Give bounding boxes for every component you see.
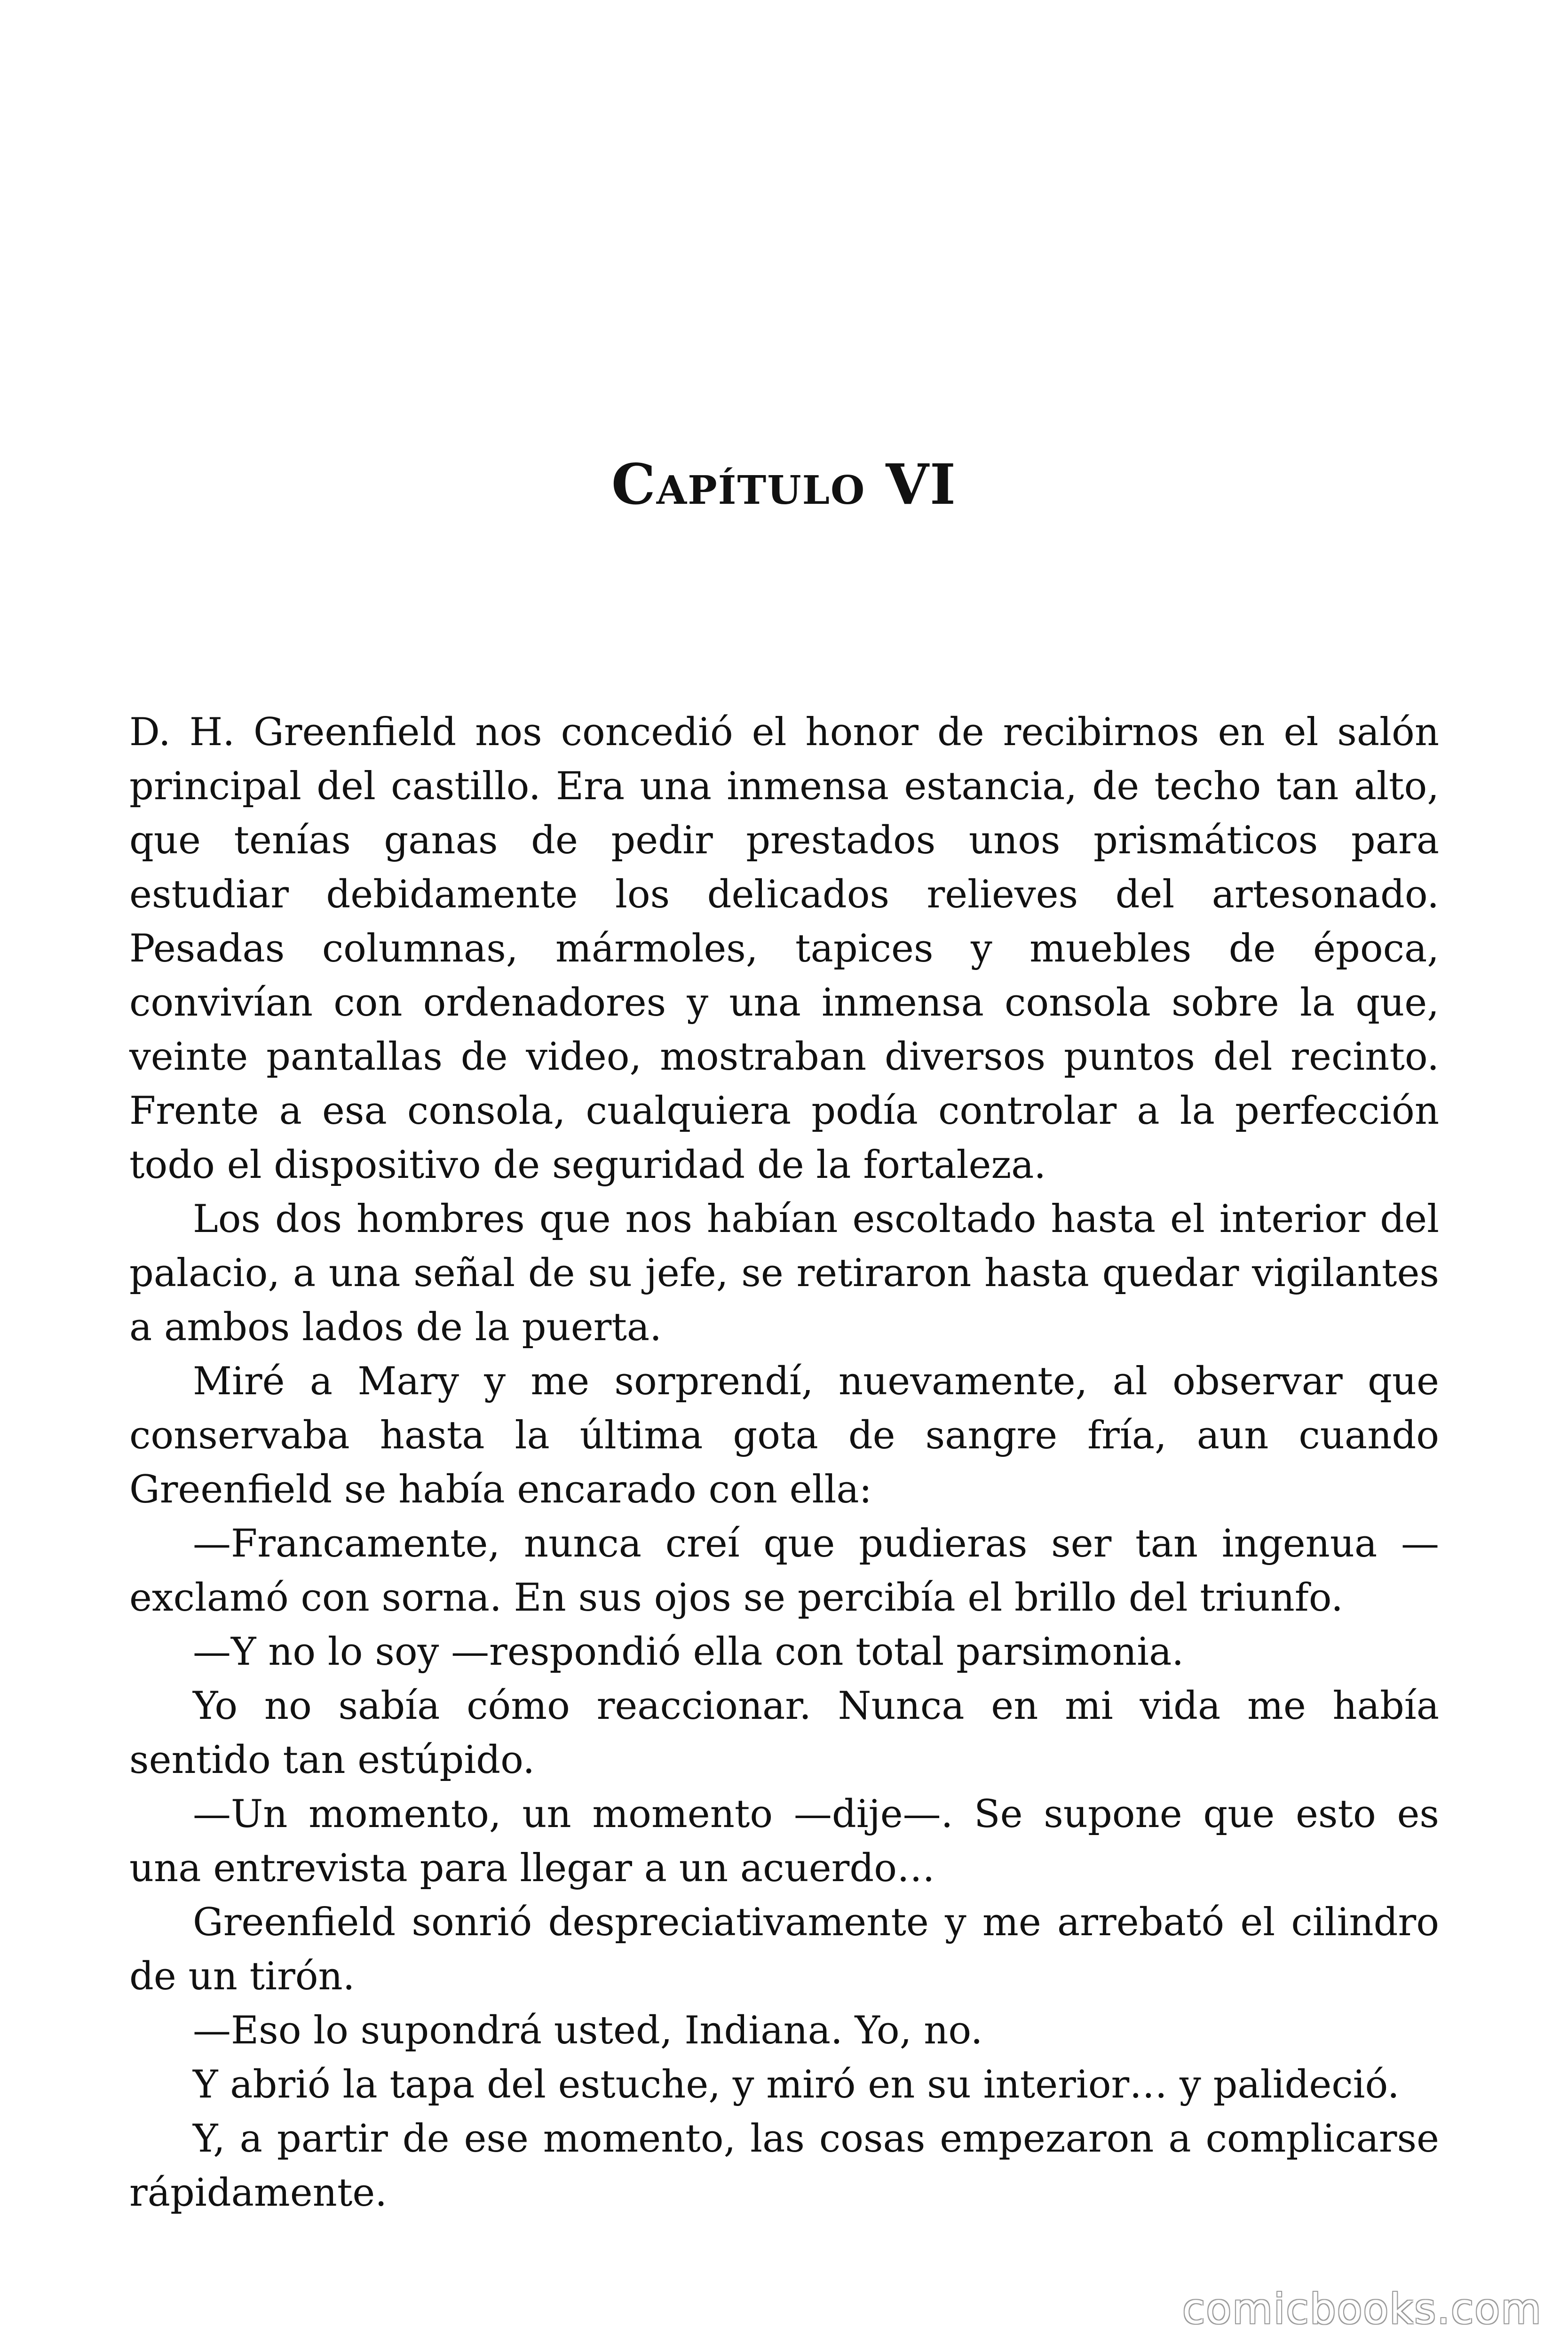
- paragraph: Y, a partir de ese momento, las cosas empezaron a complicarse rápidamente.: [129, 2117, 1439, 2215]
- paragraph: Los dos hombres que nos habían escoltado hasta el interior del palacio, a una señal de su jefe, se retiraron hasta quedar vigilantes a ambos lados de la puerta.: [129, 1197, 1439, 1350]
- paragraph: Miré a Mary y me sorprendí, nuevamente, al observar que conservaba hasta la última gota de sangre fría, aun cuando Greenfield se había encarado con ella:: [129, 1359, 1439, 1512]
- paragraph: Y abrió la tapa del estuche, y miró en su interior… y palideció.: [193, 2063, 1400, 2107]
- paragraph: Greenfield sonrió despreciativamente y me arrebató el cilindro de un tirón.: [129, 1900, 1439, 1999]
- paragraph: —Eso lo supondrá usted, Indiana. Yo, no.: [193, 2009, 983, 2053]
- chapter-body: [129, 706, 1439, 2220]
- watermark: comicbooks.com: [1182, 2285, 1542, 2333]
- paragraph: —Francamente, nunca creí que pudieras ser tan ingenua — exclamó con sorna. En sus ojos se percibía el brillo del triunfo.: [129, 1522, 1439, 1620]
- paragraph: Yo no sabía cómo reaccionar. Nunca en mi vida me había sentido tan estúpido.: [129, 1684, 1439, 1782]
- chapter-title: Capítulo VI: [611, 452, 957, 517]
- paragraph: D. H. Greenfield nos concedió el honor de recibirnos en el salón principal del castillo. Era una inmensa estancia, de techo tan alto, que tenías ganas de pedir prestados unos prismáticos para estudiar debidamente los delicados relieves del artesonado. Pesadas columnas, mármoles, tapices y muebles de época, convivían con ordenadores y una inmensa consola sobre la que, veinte pantallas de video, mostraban diversos puntos del recinto. Frente a esa consola, cualquiera podía controlar a la perfección todo el dispositivo de seguridad de la fortaleza.: [129, 710, 1439, 1187]
- paragraph: —Un momento, un momento —dije—. Se supone que esto es una entrevista para llegar a un acuerdo…: [129, 1792, 1439, 1891]
- paragraph: —Y no lo soy —respondió ella con total parsimonia.: [193, 1630, 1184, 1674]
